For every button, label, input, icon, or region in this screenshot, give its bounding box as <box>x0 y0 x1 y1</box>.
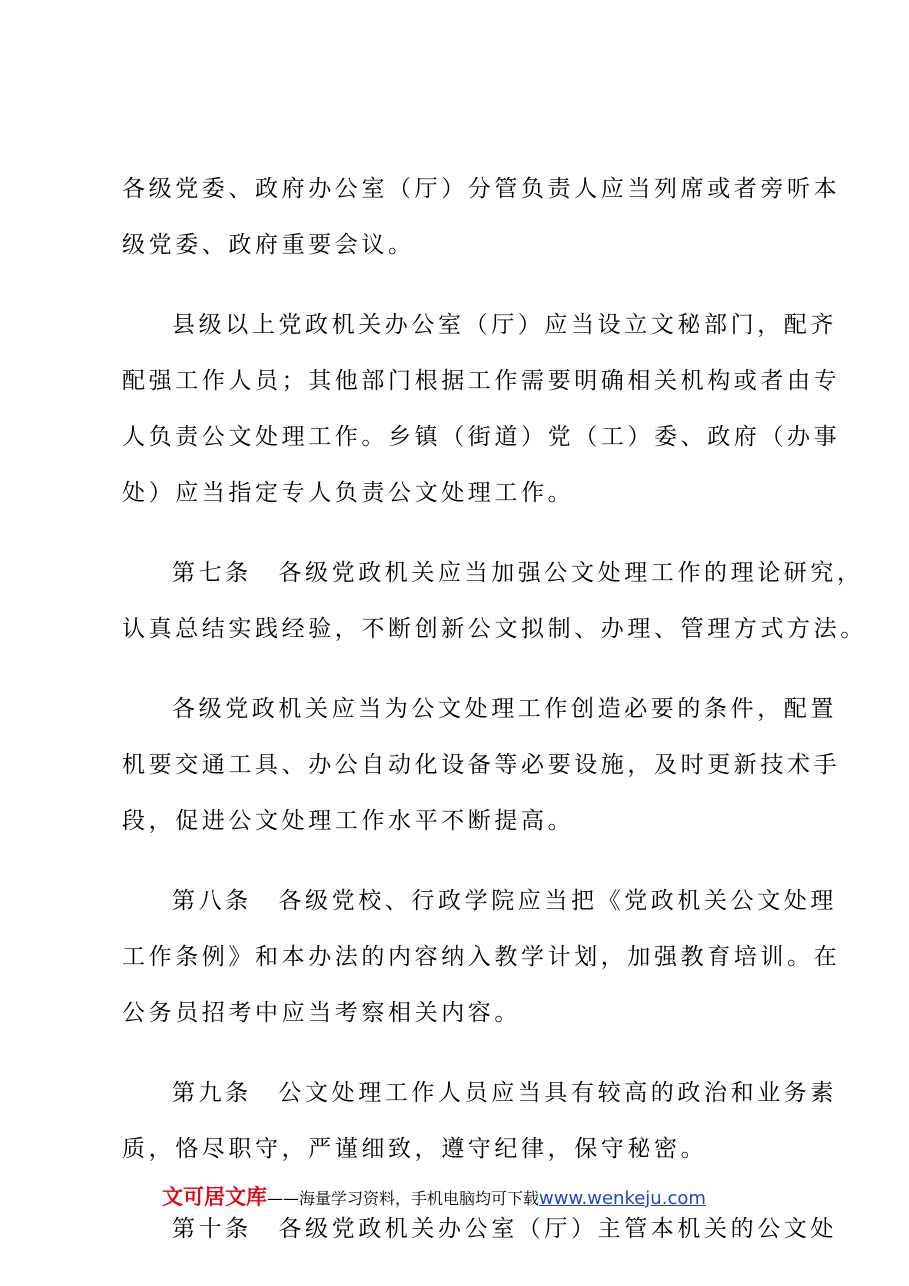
text-line: 认真总结实践经验，不断创新公文拟制、办理、管理方式方法。 <box>122 616 867 642</box>
footer-banner <box>162 1182 706 1212</box>
text-line: 配强工作人员；其他部门根据工作需要明确相关机构或者由专 <box>122 368 841 394</box>
text-line: 公务员招考中应当考察相关内容。 <box>122 1000 521 1026</box>
text-line: 级党委、政府重要会议。 <box>122 232 415 258</box>
brand-name: 文可居文库 <box>162 1185 267 1209</box>
paragraph <box>122 297 841 521</box>
text-line: 质，恪尽职守，严谨细致，遵守纪律，保守秘密。 <box>122 1136 708 1162</box>
text-line: 第九条 公文处理工作人员应当具有较高的政治和业务素 <box>172 1080 837 1106</box>
paragraph <box>122 545 867 657</box>
text-line: 第十条 各级党政机关办公室（厅）主管本机关的公文处 <box>172 1216 837 1242</box>
paragraph <box>122 873 841 1041</box>
document-body <box>122 161 867 1257</box>
text-line: 机要交通工具、办公自动化设备等必要设施，及时更新技术手 <box>122 752 841 778</box>
text-line: 第八条 各级党校、行政学院应当把《党政机关公文处理 <box>172 888 837 914</box>
paragraph <box>122 1065 837 1177</box>
text-line: 段，促进公文处理工作水平不断提高。 <box>122 808 575 834</box>
text-line: 人负责公文处理工作。乡镇（街道）党（工）委、政府（办事 <box>122 424 841 450</box>
text-line: 处）应当指定专人负责公文处理工作。 <box>122 480 575 506</box>
text-line: 第七条 各级党政机关应当加强公文处理工作的理论研究， <box>172 560 864 586</box>
text-line: 县级以上党政机关办公室（厅）应当设立文秘部门，配齐 <box>172 312 837 338</box>
text-line: 各级党委、政府办公室（厅）分管负责人应当列席或者旁听本 <box>122 176 841 202</box>
paragraph <box>122 161 841 273</box>
paragraph <box>122 681 841 849</box>
text-line: 各级党政机关应当为公文处理工作创造必要的条件，配置 <box>172 696 837 722</box>
footer-tagline: ——海量学习资料，手机电脑均可下载 <box>267 1189 540 1208</box>
website-link[interactable]: www.wenkeju.com <box>539 1188 706 1209</box>
text-line: 工作条例》和本办法的内容纳入教学计划，加强教育培训。在 <box>122 944 841 970</box>
